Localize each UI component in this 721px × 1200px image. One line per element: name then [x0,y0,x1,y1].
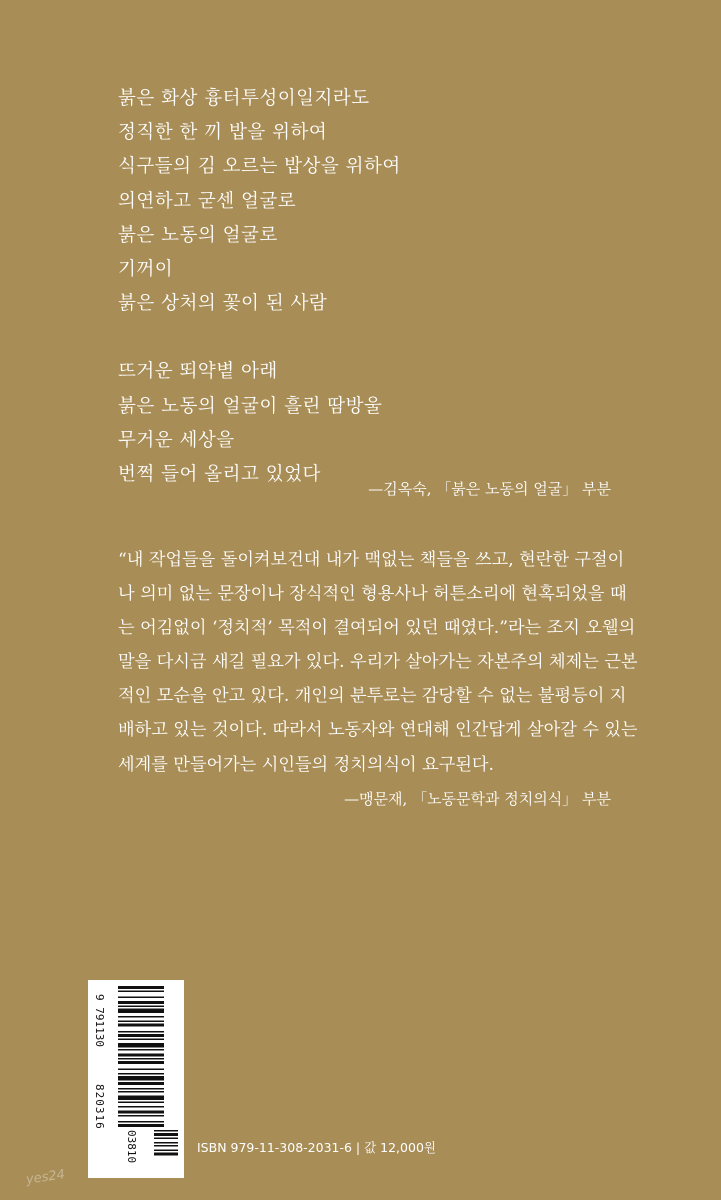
barcode [88,980,184,1178]
barcode-bar [118,1058,164,1060]
barcode-digits: 9 791130 [93,994,106,1047]
poem-line: 붉은 노동의 얼굴이 흘린 땀방울 [118,395,383,417]
barcode-bar [118,1001,164,1004]
barcode-bar [118,1061,164,1064]
poem-line: 붉은 상처의 꽃이 된 사람 [118,293,328,315]
poem-credit: —김옥숙, 「붉은 노동의 얼굴」 부분 [368,480,611,498]
barcode-bar [118,1069,164,1071]
prose-line: 는 어김없이 ‘정치적’ 목적이 결여되어 있던 때였다.”라는 조지 오웰의 [118,618,636,639]
barcode-bar [118,1039,164,1041]
poem-line: 의연하고 굳센 얼굴로 [118,190,297,212]
barcode-addon-digits: 03810 [125,1130,138,1164]
barcode-bar [118,986,164,989]
barcode-digits: 820316 [93,1084,106,1130]
prose-line: 적인 모순을 안고 있다. 개인의 분투로는 감당할 수 없는 불평등이 지 [118,686,627,707]
poem-line: 번쩍 들어 올리고 있었다 [118,464,321,486]
barcode-bar [118,1096,164,1101]
poem-line: 식구들의 김 오르는 밥상을 위하여 [118,156,401,178]
barcode-bar [118,1021,164,1023]
barcode-bar [118,1091,164,1093]
barcode-addon-bar [154,1130,178,1132]
barcode-bar [118,1082,164,1085]
barcode-bar [118,1121,164,1123]
prose-line: “내 작업들을 돌이켜보건대 내가 맥없는 책들을 쓰고, 현란한 구절이 [118,550,625,570]
prose-line: 세계를 만들어가는 시인들의 정치의식이 요구된다. [118,754,494,775]
barcode-bar [118,1006,164,1008]
barcode-bar [118,997,164,999]
barcode-bar [118,1016,164,1018]
barcode-bar [118,1043,164,1048]
barcode-bar [118,1102,164,1104]
barcode-bar [118,1115,164,1117]
poem-line: 붉은 화상 흉터투성이일지라도 [118,88,370,109]
barcode-bar [118,1024,164,1027]
barcode-bar [118,1034,164,1037]
isbn-price-line: ISBN 979-11-308-2031-6 | 값 12,000원 [197,1140,436,1155]
poem-line: 기꺼이 [118,259,174,281]
barcode-bar [118,1106,164,1108]
barcode-bar [118,1009,164,1014]
barcode-addon-bar [154,1133,178,1136]
barcode-bar [118,1111,164,1114]
barcode-addon-bar [154,1145,178,1147]
poem-stanza-2 [118,355,598,492]
barcode-bar [118,1031,164,1033]
poem-excerpt [118,82,598,492]
poem-line: 무거운 세상을 [118,429,235,451]
prose-line: 나 의미 없는 문장이나 장식적인 형용사나 허튼소리에 현혹되었을 때 [118,584,627,605]
barcode-addon-bar [154,1142,178,1144]
barcode-addon-bar [154,1150,178,1152]
barcode-bar [118,1049,164,1051]
barcode-bar [118,991,164,993]
prose-line: 배하고 있는 것이다. 따라서 노동자와 연대해 인간답게 살아갈 수 있는 [118,720,638,741]
barcode-bar [118,1076,164,1081]
barcode-addon-bar [154,1138,178,1140]
prose-line: 말을 다시금 새길 필요가 있다. 우리가 살아가는 자본주의 체제는 근본 [118,652,638,673]
poem-line: 정직한 한 끼 밥을 위하여 [118,122,328,144]
prose-excerpt [118,543,638,782]
poem-stanza-1 [118,82,598,321]
barcode-bar [118,1054,164,1057]
barcode-bar [118,1088,164,1090]
poem-line: 붉은 노동의 얼굴로 [118,224,278,246]
barcode-addon-bar [154,1153,178,1156]
barcode-bar [118,1124,164,1127]
watermark: yes24 [25,1167,66,1188]
poem-line: 뜨거운 뙤약볕 아래 [118,361,278,383]
barcode-bar [118,1073,164,1075]
prose-credit: —맹문재, 「노동문학과 정치의식」 부분 [344,790,611,808]
